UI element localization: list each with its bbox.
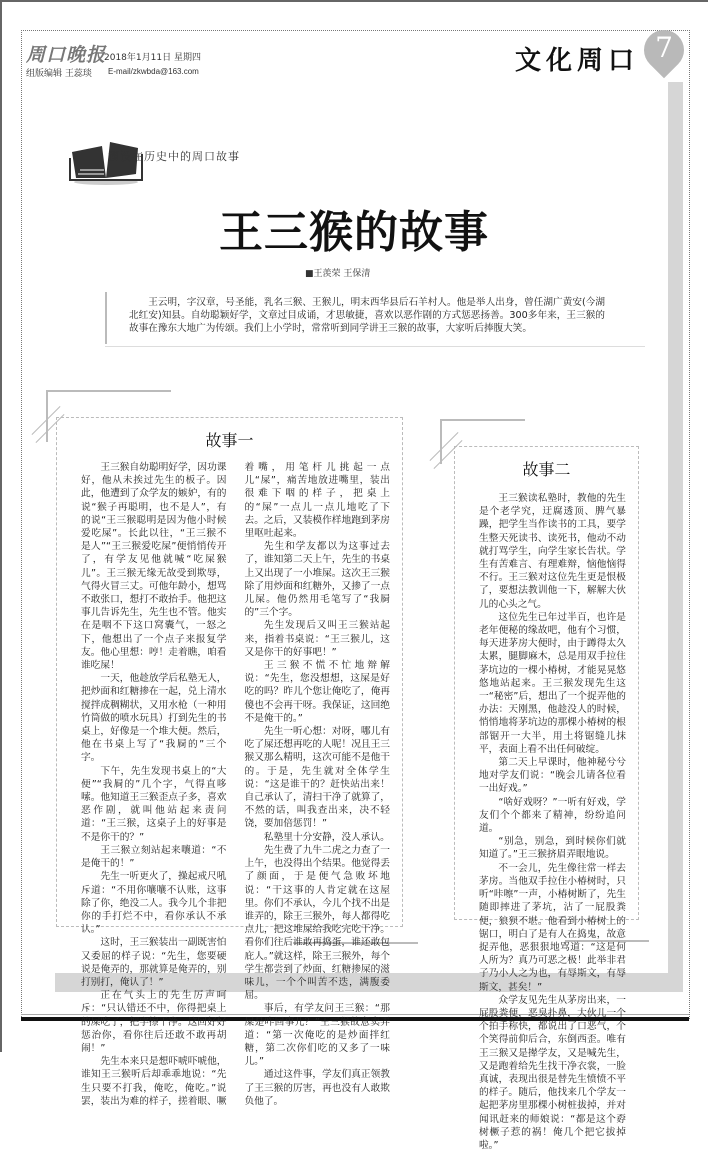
story-two-title: 故事二 [522, 460, 571, 479]
paragraph: 王三猴立刻站起来嚷道：“不是俺干的！” [81, 844, 227, 870]
paragraph: 私塾里十分安静，没人承认。 [263, 831, 390, 843]
paragraph: 这位先生已年过半百，也许是老年便秘的缘故吧，他有个习惯，每天进茅房大便时，由于蹲得太久太累，腿脚麻木，总是用双手拉住茅坑边的一棵小椿树，才能晃晃悠悠地站起来。王三猴发现先生这一“秘密”后，想出了一个捉弄他的办法：天刚黑，他趁没人的时候，悄悄地将茅坑边的那棵小椿树的根部锯开一大半，用土将锯缝儿抹平，表面上看不出任何破绽。 [479, 611, 626, 755]
story-one-box [56, 417, 403, 1107]
corner-line [440, 419, 442, 464]
story-two-body [455, 492, 638, 1152]
paragraph: 事后，有学友问王三猴：“那屎是咋回事儿？”王三猴故意卖弄道：“第一次俺吃的是炒面拌红糖，第二次你们吃的又多了一味儿。” [244, 1003, 390, 1068]
paragraph: 一天，他趁放学后私塾无人，把炒面和红糖掺在一起，兑上清水搅拌成稠糊状，又用水枪（一种用竹筒做的喷水玩具）打到先生的书桌上，好像是一个堆大便。然后，他在书桌上写了“我屙的”三个字。 [81, 673, 227, 764]
page-number: 7 [655, 31, 673, 64]
story-one-body [57, 461, 402, 1108]
paragraph: 不一会儿，先生像往常一样去茅房。当他双手拉住小椿树时，只听“咔嚓”一声，小椿树断了，先生随即摔进了茅坑，沾了一屁股粪便，狼狈不堪。他看到小椿树上的锯口，明白了是有人在捣鬼，故意捉弄他，恶狠狠地骂道：“这是何人所为？真乃可恶之极！此举非君子乃小人之为也，有辱斯文，有辱斯文，甚矣！” [479, 862, 626, 993]
paragraph: “啥好戏呀？”一听有好戏，学友们个个都来了精神，纷纷追问道。 [479, 796, 626, 835]
corner-line [440, 419, 525, 421]
intro-divider [105, 346, 645, 347]
paragraph: 正在气头上的先生厉声呵斥：“只认错还不中，你得把桌上的屎吃了，把字擦干净。这回好好惩治你，看你往后还敢不敢再胡闹！” [81, 990, 227, 1054]
article-byline: ■王羡荣 王保清 [305, 269, 371, 279]
paragraph: “别急，别急，到时候你们就知道了。”王三猴挤眉弄眼地说。 [479, 836, 626, 861]
section-name: 文化周口 [515, 46, 640, 76]
paragraph: 下午，先生发现书桌上的“大便”“我屙的”几个字，气得直哆嗦。他知道王三猴歪点子多，喜欢恶作剧，就叫他站起来责问道：“王三猴，这桌子上的好事是不是你干的？” [81, 765, 227, 843]
corner-line [46, 390, 171, 392]
paragraph: 先生一听更火了，操起戒尺吼斥道：“不用你嚷嚷不认账，这事除了你，绝没二人。我今儿个非把你的手打烂不中，看你承认不承认。” [81, 871, 227, 936]
layout-editor: 组版编辑 王蕊琰 [26, 69, 92, 79]
intro-text: 王云明，字汉章，号圣能，乳名三猴、王猴儿，明末西华县后石羊村人。他是举人出身，曾任湖广黄安(今湖北红安)知县。自幼聪颖好学，文章过目成诵，才思敏捷，喜欢以恶作剧的方式惩恶扬善。300多年来，王三猴的故事在豫东大地广为传颂。我们上小学时，常常听到同学讲王三猴的故事，大家听后捧腹大笑。 [129, 297, 605, 334]
paragraph: 第二天上早课时，他神秘兮兮地对学友们说：“晚会儿请各位看一出好戏。” [479, 757, 626, 795]
corner-line [46, 390, 48, 442]
article-title: 王三猴的故事 [219, 207, 489, 258]
paragraph: 先生本来只是想吓唬吓唬他，谁知王三猴听后却乖乖地说：“先生只要不打我，俺吃，俺吃。”说罢，装出为难的样子，搓着眼、噘着嘴，用笔杆儿挑起一点儿“屎”，痛苦地放进嘴里，装出很难下咽的样子，把桌上的“屎”一点儿一点儿地吃了下去。之后，又装模作样地跑到茅房里呕吐起来。 [81, 462, 390, 1107]
paragraph: 王三猴不慌不忙地辩解说：“先生，您没想想，这屎是好吃的吗？昨儿个您让俺吃了，俺再傻也不会再干呀。我保证，这回绝不是俺干的。” [244, 660, 390, 724]
paragraph: 先生一听心想：对呀，哪儿有吃了屎还想再吃的人呢！况且王三猴又那么精明，这次可能不是他干的。于是，先生就对全体学生说：“这是谁干的？赶快站出来！自己承认了，清扫干净了就算了，不然的话，叫我查出来，决不轻饶，要加倍惩罚！” [244, 726, 390, 830]
paragraph: 先生费了九牛二虎之力查了一上午，也没得出个结果。他觉得丢了颜面，于是便气急败坏地说：“干这事的人肯定就在这屋里。你们不承认，今儿个找不出是谁弄的，除王三猴外，每人都得吃点儿，把这堆屎给我吃完吃干净。看你们往后谁敢再捣蛋，谁还敢包庇人。”就这样，除王三猴外，每个学生都尝到了炒面、红糖掺屎的滋味儿，一个个叫苦不迭，满腹委屈。 [244, 844, 390, 1002]
paragraph: 众学友见先生从茅房出来，一屁股粪便，恶臭扑鼻，大伙儿一个个拍手称快，都说出了口恶气，个个笑得前仰后合，东倒西歪。唯有王三猴又是撵学友，又是喊先生，又是跑着给先生找干净衣裳，一脸真诚，表现出很是替先生愤愤不平的样子。随后，他找来几个学友一起把茅房里那棵小树桩拔掉，并对闻讯赶来的师娘说：“都是这个孬树橛子惹的祸！俺几个把它拔掉啦。” [479, 994, 626, 1151]
paragraph: 先生和学友都以为这事过去了，谁知第二天上午，先生的书桌上又出现了一小堆屎。这次王三猴除了用炒面和红糖外，又掺了一点儿屎。他仍然用毛笔写了“我屙的”三个字。 [244, 541, 390, 619]
issue-date: 2018年1月11日 星期四 [104, 53, 201, 63]
story-two-box [454, 446, 639, 1151]
paragraph: 先生发现后又叫王三猴站起来，指着书桌说：“王三猴儿，这又是你干的好事吧！” [244, 620, 390, 658]
contact-email: E-mail/zkwbda@163.com [108, 67, 199, 76]
paragraph: 这时，王三猴装出一副既害怕又委屈的样子说：“先生，您要硬说是俺弄的，那就算是俺弄的，别打别打，俺认了！” [81, 937, 227, 988]
article-intro [105, 292, 605, 344]
paragraph: 王三猴自幼聪明好学，因功课好，他从未挨过先生的板子。因此，他遭到了众学友的嫉妒，有的说“猴子再聪明，也不是人”，有的说“王三猴聪明是因为他小时候爱吃屎”。长此以往，“王三猴不是人”“王三猴爱吃屎”便悄悄传开了，有学友见他就喊“吃屎猴儿”。王三猴无缘无故受到欺辱，气得火冒三丈。可他年龄小，想骂不敢张口，想打不敢抬手。他把这事儿告诉先生，先生也不管。他实在是咽不下这口窝囊气，一怒之下，他想出了一个点子来报复学友。他心里想：哼！走着瞧，咱看谁吃屎！ [81, 462, 227, 672]
paragraph: 通过这件事，学友们真正领教了王三猴的厉害，再也没有人敢欺负他了。 [244, 1069, 390, 1107]
series-banner: 湮没在历史中的周口故事 [108, 150, 240, 163]
paragraph: 王三猴读私塾时，教他的先生是个老学究，迂腐透顶、脾气暴躁，把学生当作读书的工具，要学生整天死读书、读死书，他动不动就打骂学生，向学生家长告状。学生有苦难言、有理难辩，恼他恼得不行。王三猴对这位先生更是恨极了，要想法教训他一下，解解大伙儿的心头之气。 [479, 493, 626, 610]
newspaper-logo: 周口晚报 [26, 44, 107, 66]
story-one-title: 故事一 [205, 431, 254, 450]
